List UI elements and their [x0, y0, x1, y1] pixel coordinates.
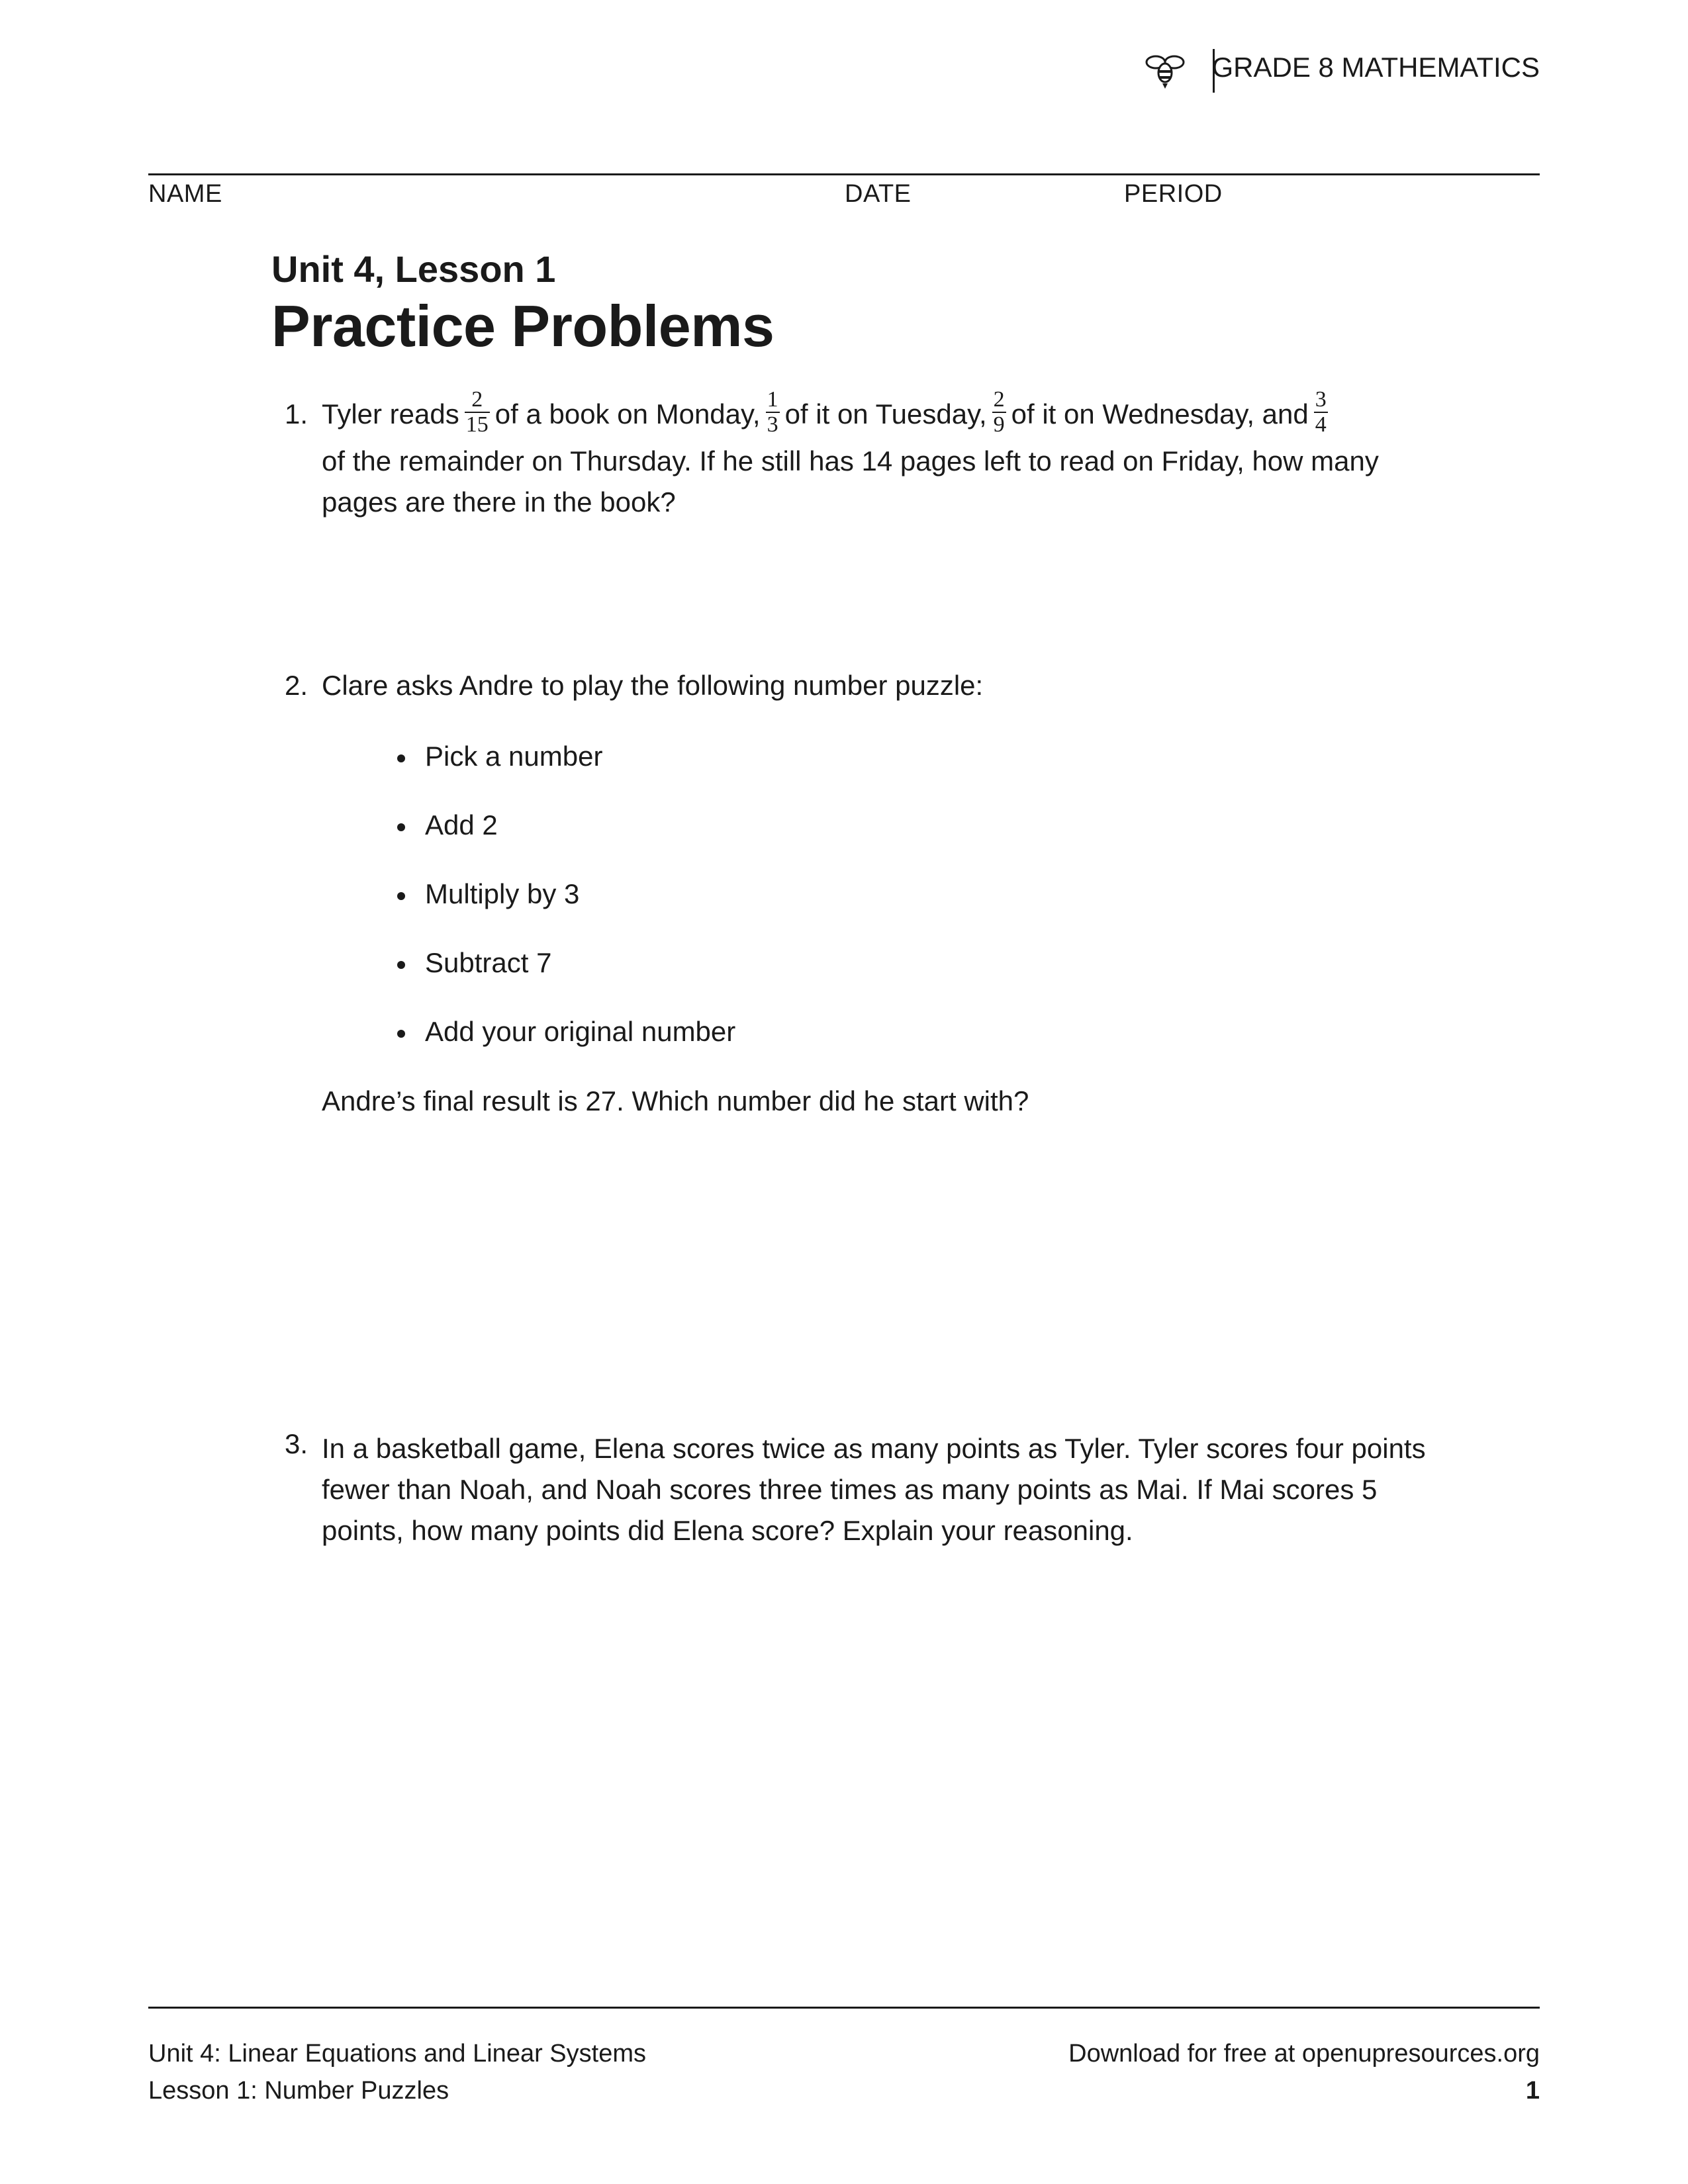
problem-3-text: In a basketball game, Elena scores twice as many points as Tyler. Tyler scores four points fewer than Noah, and Noah scores three times as many points as Mai. If Mai scores 5 points, how many points did Elena score? Explain your reasoning.	[322, 1433, 1426, 1546]
problem-1-text-e: of the remainder on Thursday. If he still has 14 pages left to read on Friday, how many pages are there in the book?	[322, 445, 1379, 518]
problem-2-intro: Clare asks Andre to play the following number puzzle:	[322, 670, 984, 701]
fraction-3-4	[1314, 388, 1328, 437]
fraction-numerator: 1	[767, 387, 778, 412]
fraction-numerator: 3	[1315, 387, 1327, 412]
list-item: Subtract 7	[397, 946, 735, 1015]
problem-2-number: 2.	[285, 670, 308, 701]
top-rule	[148, 173, 1540, 175]
date-label: DATE	[845, 180, 912, 208]
unit-lesson-heading: Unit 4, Lesson 1	[271, 248, 556, 290]
list-item: Pick a number	[397, 740, 735, 809]
footer-lesson: Lesson 1: Number Puzzles	[148, 2077, 449, 2105]
problem-1-text-a: Tyler reads	[322, 398, 459, 430]
fraction-denominator: 15	[465, 412, 489, 437]
footer-rule	[148, 2007, 1540, 2009]
fraction-1-3	[766, 388, 780, 437]
fraction-numerator: 2	[993, 387, 1005, 412]
problem-1-text-c: of it on Tuesday,	[784, 398, 987, 430]
footer-unit: Unit 4: Linear Equations and Linear Systems	[148, 2040, 646, 2068]
fraction-denominator: 3	[767, 412, 778, 437]
list-item: Multiply by 3	[397, 878, 735, 946]
fraction-numerator: 2	[465, 388, 490, 413]
problem-3-number: 3.	[285, 1428, 308, 1459]
bee-icon	[1144, 49, 1186, 91]
puzzle-steps-list	[397, 740, 735, 1084]
fraction-denominator: 9	[993, 412, 1005, 437]
problem-2-question: Andre’s final result is 27. Which number did he start with?	[322, 1085, 1029, 1116]
period-label: PERIOD	[1124, 180, 1223, 208]
problem-1-text	[322, 387, 1447, 523]
fraction-2-9	[992, 388, 1006, 437]
problem-1-text-d: of it on Wednesday, and	[1011, 398, 1309, 430]
list-item: Add 2	[397, 809, 735, 878]
fraction-denominator: 4	[1315, 412, 1327, 437]
list-item: Add your original number	[397, 1015, 735, 1084]
page-number: 1	[1525, 2077, 1540, 2105]
page-title: Practice Problems	[271, 293, 774, 359]
grade-label: GRADE 8 MATHEMATICS	[1211, 52, 1540, 83]
name-label: NAME	[148, 180, 222, 208]
footer-download-link[interactable]: Download for free at openupresources.org	[1068, 2040, 1540, 2068]
problem-1-number: 1.	[285, 398, 308, 430]
fraction-2-15	[465, 388, 490, 437]
problem-1-text-b: of a book on Monday,	[494, 398, 761, 430]
